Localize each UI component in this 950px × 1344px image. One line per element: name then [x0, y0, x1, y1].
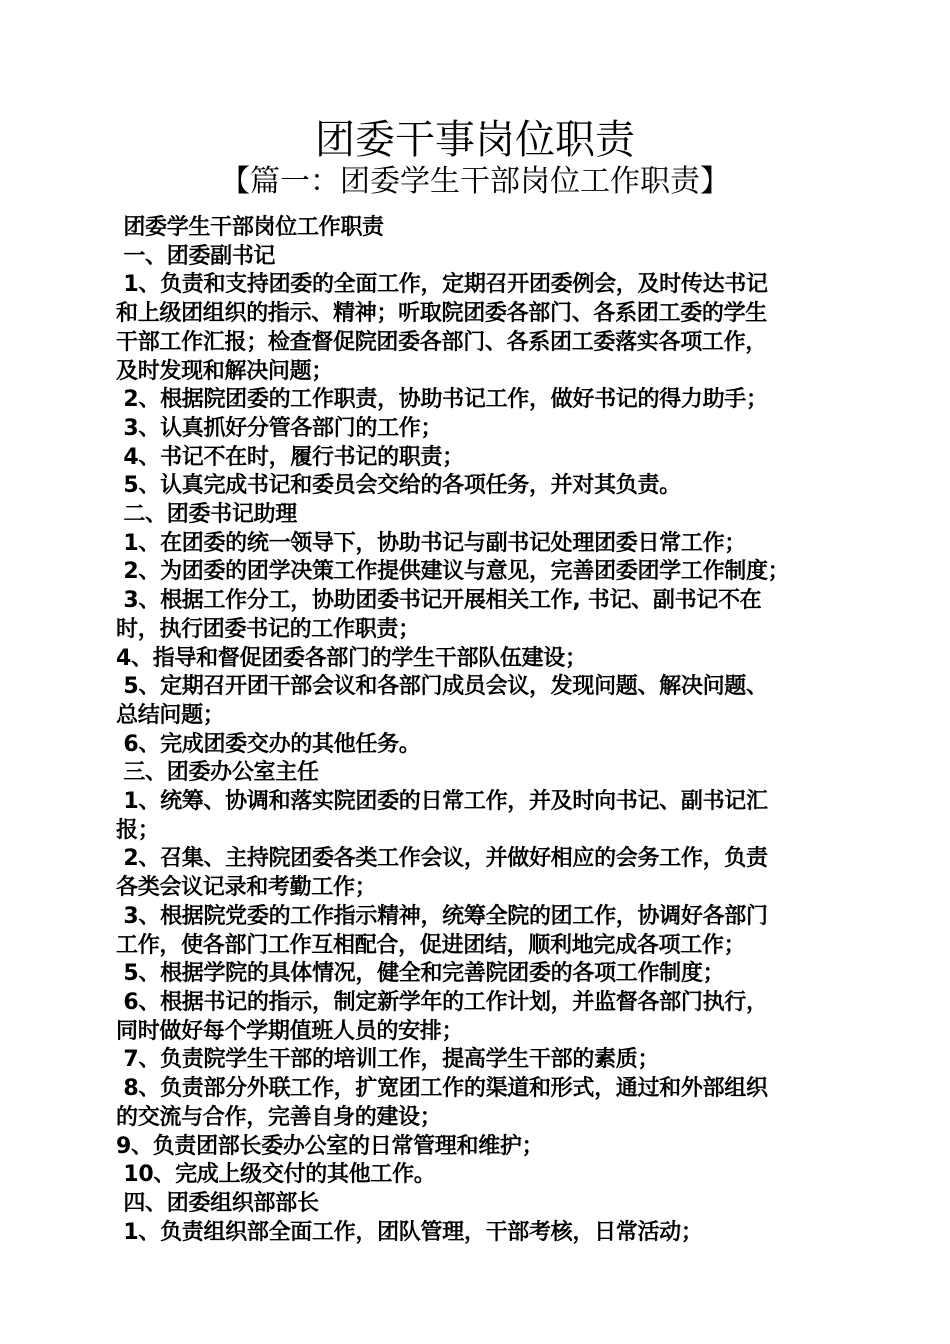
document-title: 团委干事岗位职责: [315, 117, 635, 163]
text-line: 8、负责部分外联工作，扩宽团工作的渠道和形式，通过和外部组织: [116, 1076, 768, 1102]
text-line: 四、团委组织部部长: [116, 1190, 319, 1216]
document-subtitle: 【篇一：团委学生干部岗位工作职责】: [220, 164, 730, 199]
text-line: 1、负责组织部全面工作，团队管理，干部考核，日常活动；: [116, 1219, 703, 1245]
text-line: 4、书记不在时，履行书记的职责；: [116, 444, 464, 470]
text-line: 总结问题；: [116, 702, 225, 728]
text-line: 4、指导和督促团委各部门的学生干部队伍建设；: [116, 645, 587, 671]
text-line: 二、团委书记助理: [116, 502, 297, 528]
text-line: 三、团委办公室主任: [116, 760, 319, 786]
text-line: 一、团委副书记: [116, 243, 276, 269]
text-line: 团委学生干部岗位工作职责: [116, 215, 384, 240]
text-line: 6、根据书记的指示，制定新学年的工作计划，并监督各部门执行，: [116, 989, 768, 1015]
text-line: 和上级团组织的指示、精神；听取院团委各部门、各系团工委的学生: [116, 301, 768, 327]
text-line: 时，执行团委书记的工作职责；: [116, 616, 420, 642]
text-line: 干部工作汇报；检查督促院团委各部门、各系团工委落实各项工作，: [116, 329, 768, 355]
text-line: 6、完成团委交办的其他任务。: [116, 731, 421, 757]
text-line: 各类会议记录和考勤工作；: [116, 875, 377, 901]
text-line: 10、完成上级交付的其他工作。: [116, 1162, 436, 1188]
text-line: 1、负责和支持团委的全面工作，定期召开团委例会，及时传达书记: [116, 272, 768, 298]
text-line: 2、根据院团委的工作职责，协助书记工作，做好书记的得力助手；: [116, 387, 768, 413]
text-line: 的交流与合作，完善自身的建设；: [116, 1104, 442, 1130]
document-body: [116, 214, 840, 1247]
text-line: 9、负责团部长委办公室的日常管理和维护；: [116, 1133, 544, 1159]
text-line: 1、统筹、协调和落实院团委的日常工作，并及时向书记、副书记汇: [116, 789, 768, 815]
text-line: 7、负责院学生干部的培训工作，提高学生干部的素质；: [116, 1047, 660, 1073]
text-line: 3、根据工作分工，协助团委书记开展相关工作, 书记、副书记不在: [116, 588, 762, 614]
text-line: 2、召集、主持院团委各类工作会议，并做好相应的会务工作，负责: [116, 846, 768, 872]
text-line: 5、定期召开团干部会议和各部门成员会议，发现问题、解决问题、: [116, 674, 768, 700]
text-line: 工作，使各部门工作互相配合，促进团结，顺利地完成各项工作；: [116, 932, 746, 958]
text-line: 2、为团委的团学决策工作提供建议与意见，完善团委团学工作制度；: [116, 559, 790, 585]
text-line: 3、根据院党委的工作指示精神，统筹全院的团工作，协调好各部门: [116, 903, 768, 929]
text-line: 3、认真抓好分管各部门的工作；: [116, 415, 443, 441]
text-line: 1、在团委的统一领导下，协助书记与副书记处理团委日常工作；: [116, 530, 746, 556]
text-line: 及时发现和解决问题；: [116, 358, 334, 384]
text-line: 5、认真完成书记和委员会交给的各项任务，并对其负责。: [116, 473, 681, 499]
text-line: 5、根据学院的具体情况，健全和完善院团委的各项工作制度；: [116, 961, 725, 987]
text-line: 报；: [116, 817, 160, 843]
text-line: 同时做好每个学期值班人员的安排；: [116, 1018, 464, 1044]
